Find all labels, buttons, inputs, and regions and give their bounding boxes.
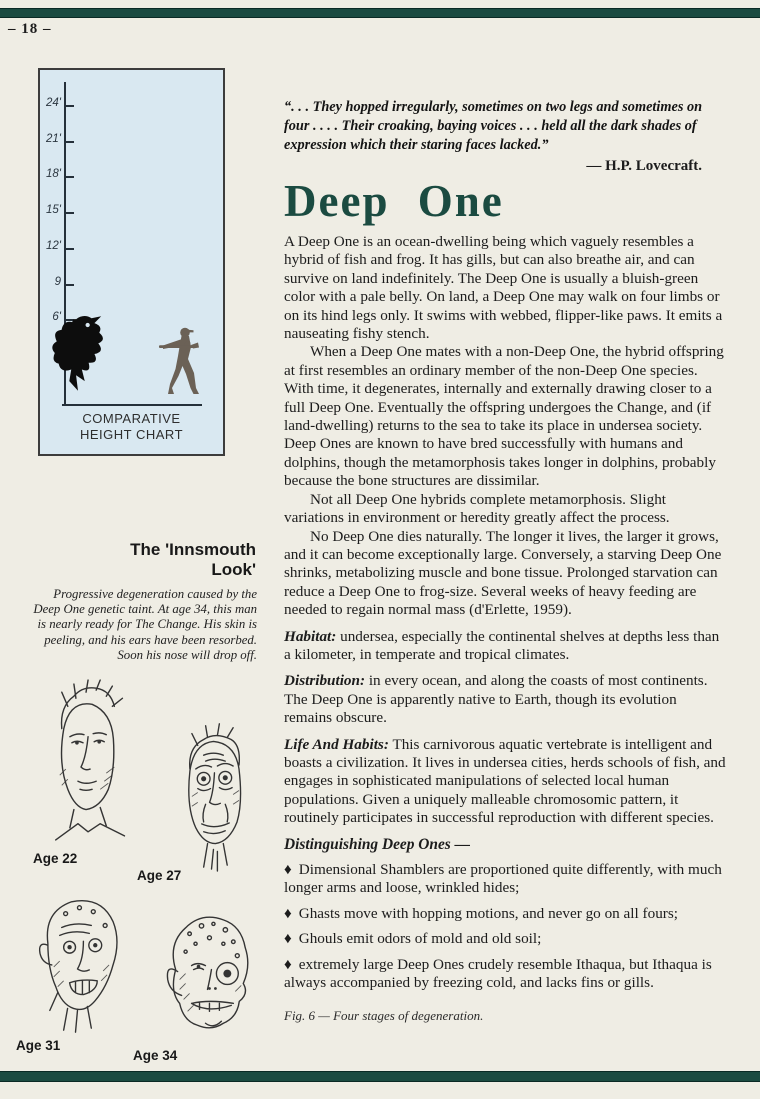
life-and-habits-entry bbox=[284, 736, 728, 828]
bullet-item bbox=[284, 956, 728, 993]
page-title: Deep One bbox=[284, 176, 504, 226]
chart-baseline-rule bbox=[62, 404, 202, 406]
innsmouth-look-heading bbox=[30, 540, 256, 580]
body-paragraph: No Deep One dies naturally. The longer it lives, the larger it grows, and it can become exceptionally large. Conversely, a starving Deep One shrinks, metabolizing muscle and bone tissue. Prolonged starvation can reduce a Deep One to frog-size. Several weeks of heavy feeding are needed to regain normal mass (d'Erlette, 1959). bbox=[284, 527, 722, 619]
tick-mark bbox=[64, 284, 74, 286]
life-and-habits-label: Life And Habits: bbox=[284, 735, 389, 753]
lovecraft-quote: “. . . They hopped irregularly, sometimes on two legs and sometimes on four . . . . Their croaking, baying voices . . . held all the dark shades of expression which their staring faces lacked.” bbox=[284, 99, 703, 153]
top-rule-bar bbox=[0, 8, 760, 18]
chart-caption-line: HEIGHT CHART bbox=[79, 427, 184, 442]
chart-caption bbox=[40, 411, 223, 443]
face-sketch-age-22 bbox=[18, 676, 146, 848]
age-31-label: Age 31 bbox=[16, 1038, 61, 1053]
distribution-text: in every ocean, and along the coasts of most continents. The Deep One is apparently native to Earth, though its evolution remains obscure. bbox=[284, 672, 708, 727]
tick-mark bbox=[64, 248, 74, 250]
age-34-label: Age 34 bbox=[133, 1048, 178, 1063]
tick-mark bbox=[64, 105, 74, 107]
bullet-item bbox=[284, 930, 728, 948]
distribution-entry bbox=[284, 672, 728, 727]
heading-line: The 'Innsmouth bbox=[130, 540, 256, 559]
diamond-bullet-icon: ♦ bbox=[284, 904, 292, 922]
figure-caption: Fig. 6 — Four stages of degeneration. bbox=[284, 1008, 484, 1024]
tick-mark bbox=[64, 212, 74, 214]
bullet-item bbox=[284, 905, 728, 923]
diamond-bullet-icon: ♦ bbox=[284, 930, 292, 948]
human-with-rifle-silhouette-icon bbox=[157, 326, 209, 396]
face-sketch-age-34 bbox=[138, 900, 266, 1064]
body-paragraph: Not all Deep One hybrids complete metamorphosis. Slight variations in environment or heredity greatly affect the process. bbox=[284, 490, 670, 527]
heading-line: Look' bbox=[211, 560, 256, 579]
page-number: – 18 – bbox=[8, 21, 52, 37]
diamond-bullet-icon: ♦ bbox=[284, 861, 292, 878]
age-27-label: Age 27 bbox=[137, 868, 182, 883]
distinguishing-heading: Distinguishing Deep Ones — bbox=[284, 835, 471, 853]
quote-attribution: — H.P. Lovecraft. bbox=[586, 158, 702, 174]
face-sketch-age-27 bbox=[158, 712, 266, 874]
tick-label: 9 bbox=[54, 276, 61, 288]
bullet-text: Ghouls emit odors of mold and old soil; bbox=[298, 930, 542, 948]
deep-one-silhouette-icon bbox=[49, 313, 107, 395]
tick-mark bbox=[64, 141, 74, 143]
bullet-item bbox=[284, 861, 728, 898]
tick-label: 6' bbox=[52, 311, 61, 323]
tick-label: 15' bbox=[46, 204, 61, 216]
body-paragraph: A Deep One is an ocean-dwelling being which vaguely resembles a hybrid of fish and frog. It has gills, but can also breathe air, and can survive on land indefinitely. The Deep One is usually a bluish-green color with a pale belly. On land, a Deep One may walk on four limbs or on its hind legs only. It swims with webbed, flipper-like paws. It emits a nauseating fishy stench. bbox=[284, 233, 723, 343]
tick-label: 24' bbox=[46, 97, 61, 109]
distribution-label: Distribution: bbox=[284, 672, 366, 690]
article-column bbox=[284, 98, 728, 1024]
diamond-bullet-icon: ♦ bbox=[284, 955, 292, 973]
comparative-height-chart bbox=[38, 68, 225, 456]
habitat-label: Habitat: bbox=[284, 627, 337, 645]
bullet-text: Ghasts move with hopping motions, and never go on all fours; bbox=[298, 904, 678, 922]
tick-label: 18' bbox=[46, 168, 61, 180]
tick-mark bbox=[64, 176, 74, 178]
face-sketch-age-31 bbox=[12, 884, 140, 1042]
chart-caption-line: COMPARATIVE bbox=[82, 411, 181, 426]
tick-label: 12' bbox=[46, 240, 61, 252]
body-paragraph: When a Deep One mates with a non-Deep One, the hybrid offspring at first resembles an ordinary member of the non-Deep One species. With time, it degenerates, internally and externally drawing closer to a full Deep One. Eventually the offspring undergoes the Change, and (if land-dwelling) returns to the sea to take its place in undersea society. Deep Ones are known to have bred successfully with humans and dolphins, though the metamorphosis takes longer in dolphins, probably because the bone structures are dissimilar. bbox=[284, 343, 724, 490]
life-and-habits-text: This carnivorous aquatic vertebrate is intelligent and boasts a civilization. It lives in undersea cities, herds schools of fish, and engages in sophisticated manipulations of selected local human populations. Given a uniquely malleable chromosomic pattern, it routinely participates in successful reproduction with different species. bbox=[284, 735, 726, 827]
tick-label: 21' bbox=[46, 133, 61, 145]
bullet-text: extremely large Deep Ones crudely resemble Ithaqua, but Ithaqua is always accompanied by freezing cold, and lacks fins or gills. bbox=[284, 955, 712, 992]
innsmouth-caption: Progressive degeneration caused by the Deep One genetic taint. At age 34, this man is nearly ready for The Change. His skin is peeling, and his ears have been resorbed. Soon his nose will drop off. bbox=[33, 587, 257, 662]
age-22-label: Age 22 bbox=[33, 851, 78, 866]
habitat-entry bbox=[284, 628, 728, 665]
bullet-text: Dimensional Shamblers are proportioned quite differently, with much longer arms and loose, wrinkled hides; bbox=[284, 861, 722, 897]
bottom-rule-bar bbox=[0, 1071, 760, 1082]
habitat-text: undersea, especially the continental shelves at depths less than a kilometer, in temperate and tropical climates. bbox=[284, 627, 720, 663]
